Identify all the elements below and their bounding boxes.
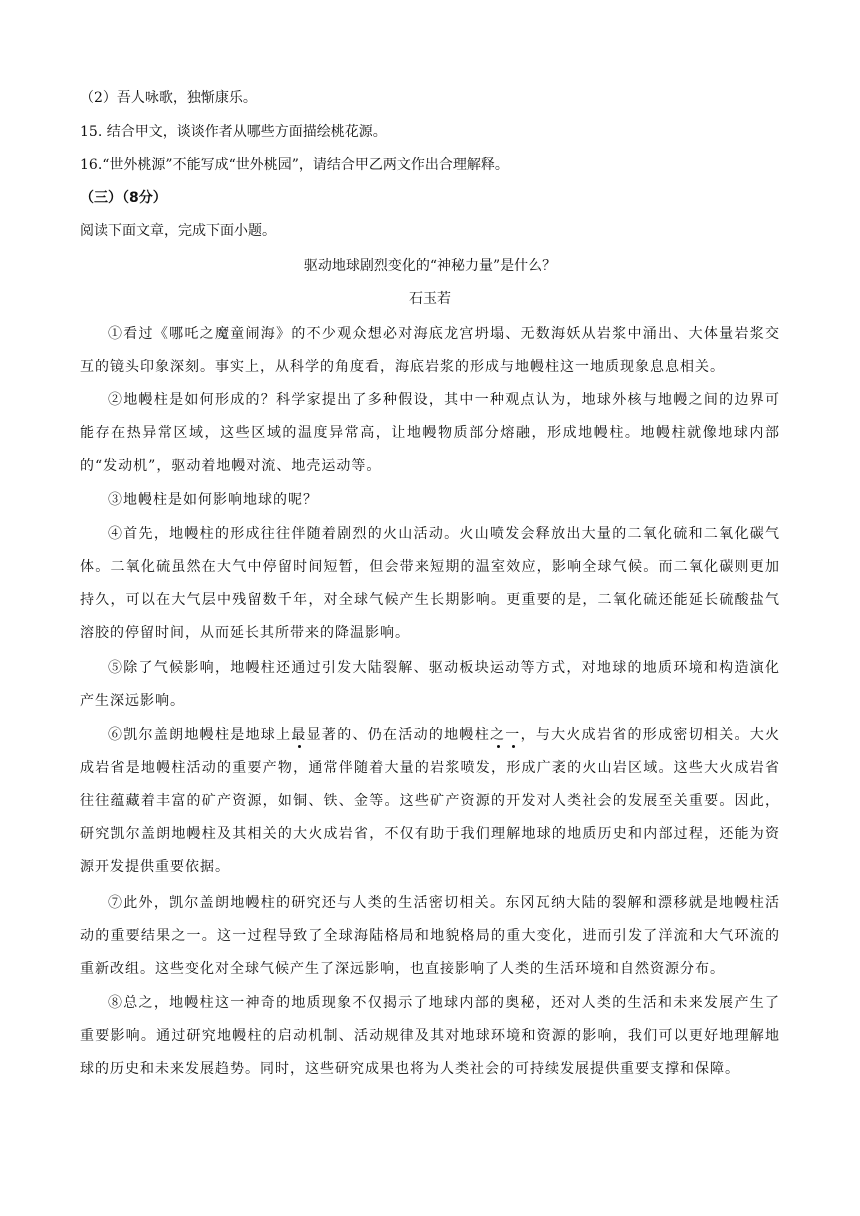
question-16: 16.“世外桃源”不能写成“世外桃园”，请结合甲乙两文作出合理解释。 bbox=[80, 157, 509, 173]
paragraph-1: ①看过《哪吒之魔童闹海》的不少观众想必对海底龙宫坍塌、无数海妖从岩浆中涌出、大体量岩浆交互的镜头印象深刻。事实上，从科学的角度看，海底岩浆的形成与地幔柱这一地质现象息息相关。 bbox=[80, 326, 780, 375]
paragraph-4: ④首先，地幔柱的形成往往伴随着剧烈的火山活动。火山喷发会释放出大量的二氧化硫和二氧化碳气体。二氧化硫虽然在大气中停留时间短暂，但会带来短期的温室效应，影响全球气候。而二氧化碳则更加持久，可以在大气层中残留数千年，对全球气候产生长期影响。更重要的是，二氧化硫还能延长硫酸盐气溶胶的停留时间，从而延长其所带来的降温影响。 bbox=[80, 526, 780, 641]
article-author: 石玉若 bbox=[409, 291, 451, 307]
question-15: 15. 结合甲文，谈谈作者从哪些方面描绘桃花源。 bbox=[80, 124, 387, 140]
paragraph-6-text: ⑥凯尔盖朗地幔柱是地球上 bbox=[108, 727, 292, 743]
paragraph-6-text: ，与大火成岩省的形成密切相关。大火成岩省是地幔柱活动的重要产物，通常伴随着大量的岩浆喷发，形成广袤的火山岩区域。这些大火成岩省往往蕴藏着丰富的矿产资源，如铜、铁、金等。这些矿产资源的开发对人类社会的发展至关重要。因此，研究凯尔盖朗地幔柱及其相关的大火成岩省，不仅有助于我们理解地球的地质历史和内部过程，还能为资源开发提供重要依据。 bbox=[80, 727, 781, 875]
paragraph-8: ⑧总之，地幔柱这一神奇的地质现象不仅揭示了地球内部的奥秘，还对人类的生活和未来发展产生了重要影响。通过研究地幔柱的启动机制、活动规律及其对地球环境和资源的影响，我们可以更好地理解地球的历史和未来发展趋势。同时，这些研究成果也将为人类社会的可持续发展提供重要支撑和保障。 bbox=[80, 995, 780, 1077]
paragraph-6-text: 显著的、仍在活动的地幔柱 bbox=[306, 727, 490, 743]
emphasis-mark: 最 bbox=[291, 727, 307, 743]
paragraph-6 bbox=[80, 719, 780, 884]
article-title: 驱动地球剧烈变化的“神秘力量”是什么？ bbox=[303, 258, 557, 274]
section-instruction: 阅读下面文章，完成下面小题。 bbox=[80, 223, 276, 239]
emphasis-mark: 一 bbox=[505, 727, 521, 743]
section-heading: （三）（8分） bbox=[80, 190, 167, 206]
paragraph-2: ②地幔柱是如何形成的？科学家提出了多种假设，其中一种观点认为，地球外核与地幔之间的边界可能存在热异常区域，这些区域的温度异常高，让地幔物质部分熔融，形成地幔柱。地幔柱就像地球内部的“发动机”，驱动着地幔对流、地壳运动等。 bbox=[80, 392, 780, 474]
question-note-2: （2）吾人咏歌，独惭康乐。 bbox=[80, 90, 257, 106]
paragraph-5: ⑤除了气候影响，地幔柱还通过引发大陆裂解、驱动板块运动等方式，对地球的地质环境和构造演化产生深远影响。 bbox=[80, 660, 780, 709]
emphasis-mark: 之 bbox=[490, 727, 506, 743]
paragraph-3: ③地幔柱是如何影响地球的呢？ bbox=[108, 492, 318, 508]
paragraph-7: ⑦此外，凯尔盖朗地幔柱的研究还与人类的生活密切相关。东冈瓦纳大陆的裂解和漂移就是地幔柱活动的重要结果之一。这一过程导致了全球海陆格局和地貌格局的重大变化，进而引发了洋流和大气环流的重新改组。这些变化对全球气候产生了深远影响，也直接影响了人类的生活环境和自然资源分布。 bbox=[80, 895, 780, 977]
